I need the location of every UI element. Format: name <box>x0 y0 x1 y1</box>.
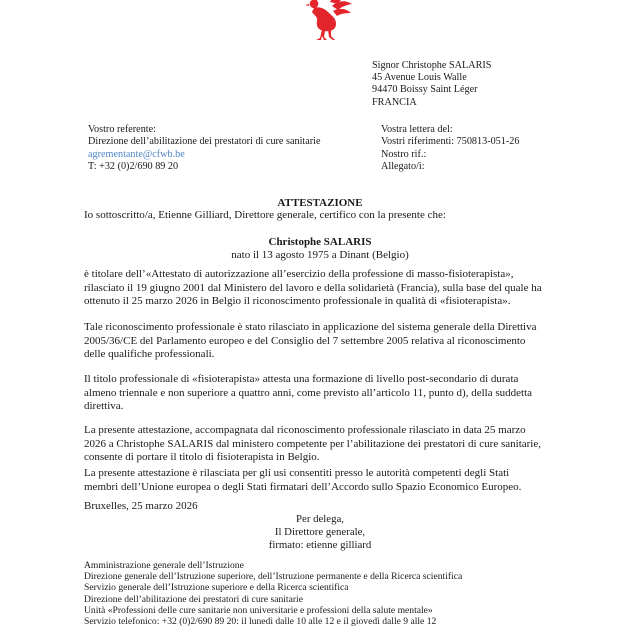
footer-line: Direzione generale dell’Istruzione superiore, dell’Istruzione permanente e della Ricerca scientifica <box>84 571 463 583</box>
referent-block <box>88 124 321 174</box>
paragraph-5 <box>84 467 584 494</box>
paragraph-line: La presente attestazione è rilasciata per gli usi consentiti presso le autorità competenti degli Stati <box>84 467 510 479</box>
document-title: ATTESTAZIONE <box>277 197 363 209</box>
addressee-block <box>372 60 491 109</box>
footer-line: Unità «Professioni delle cure sanitarie non universitarie e professioni della salute mentale» <box>84 604 433 616</box>
date-line: Bruxelles, 25 marzo 2026 <box>84 500 198 512</box>
paragraph-line: Tale riconoscimento professionale è stato rilasciato in applicazione del sistema generale della Direttiva <box>84 321 537 333</box>
paragraph-line: è titolare dell’«Attestato di autorizzazione all’esercizio della professione di masso-fisioterapista», <box>84 268 514 280</box>
addressee-line: 94470 Boissy Saint Léger <box>372 84 478 96</box>
paragraph-4 <box>84 424 584 465</box>
signature-delegation: Per delega, <box>296 513 344 525</box>
your-references: Vostri riferimenti: 750813-051-26 <box>381 136 520 148</box>
rooster-emblem-icon <box>300 0 354 44</box>
paragraph-1 <box>84 268 584 309</box>
footer-line: Amministrazione generale dell’Istruzione <box>84 560 244 571</box>
addressee-line: 45 Avenue Louis Walle <box>372 72 467 84</box>
your-letter-label: Vostra lettera del: <box>381 124 453 135</box>
signature-block <box>0 513 640 552</box>
addressee-line: FRANCIA <box>372 96 417 108</box>
paragraph-line: rilasciato il 19 giugno 2001 dal Ministero del lavoro e della solidarietà (Francia), sulla base del quale ha <box>84 281 542 294</box>
holder-name: Christophe SALARIS <box>268 236 372 248</box>
paragraph-line: consente di portare il titolo di fisioterapista in Belgio. <box>84 451 320 464</box>
paragraph-line: La presente attestazione, accompagnata dal riconoscimento professionale rilasciato in data 25 marzo <box>84 424 526 436</box>
paragraph-line: ottenuto il 25 marzo 2026 in Belgio il riconoscimento professionale in qualità di «fisioterapista». <box>84 295 511 308</box>
paragraph-3 <box>84 373 584 414</box>
attachments: Allegato/i: <box>381 161 425 173</box>
referent-phone: T: +32 (0)2/690 89 20 <box>88 161 179 173</box>
signature-signed: firmato: etienne gilliard <box>268 539 372 551</box>
referent-label: Vostro referente: <box>88 124 156 135</box>
signature-role: Il Direttore generale, <box>274 526 366 538</box>
our-reference: Nostro rif.: <box>381 148 427 160</box>
paragraph-line: 2005/36/CE del Parlamento europeo e del Consiglio del 7 settembre 2005 relativa al riconoscimento <box>84 334 526 347</box>
paragraph-line: almeno triennale e non superiore a quattro anni, come previsto all’articolo 11, punto d), della suddetta <box>84 386 533 399</box>
footer-line: Direzione dell’abilitazione dei prestatori di cure sanitarie <box>84 593 303 605</box>
paragraph-2 <box>84 321 584 362</box>
footer-line: Servizio telefonico: +32 (0)2/690 89 20: il lunedì dalle 10 alle 12 e il giovedì dalle 9 alle 12 <box>84 616 437 628</box>
intro-line: Io sottoscritto/a, Etienne Gilliard, Direttore generale, certifico con la presente che: <box>84 209 446 221</box>
footer-line: Servizio generale dell’Istruzione superiore e della Ricerca scientifica <box>84 582 349 594</box>
holder-birth: nato il 13 agosto 1975 a Dinant (Belgio) <box>231 249 409 261</box>
paragraph-line: membri dell’Unione europea o degli Stati firmatari dell’Accordo sullo Spazio Economico Europeo. <box>84 480 522 493</box>
paragraph-line: direttiva. <box>84 400 124 413</box>
paragraph-line: 2026 a Christophe SALARIS dal ministero competente per l’abilitazione dei prestatori di cure sanitarie, <box>84 437 541 450</box>
references-block <box>381 124 519 174</box>
addressee-line: Signor Christophe SALARIS <box>372 60 492 71</box>
referent-email-link[interactable]: agrementante@cfwb.be <box>88 148 185 160</box>
paragraph-line: Il titolo professionale di «fisioterapista» attesta una formazione di livello post-secondario di durata <box>84 373 519 385</box>
referent-office: Direzione dell’abilitazione dei prestatori di cure sanitarie <box>88 136 321 148</box>
paragraph-line: delle qualifiche professionali. <box>84 348 215 361</box>
footer-block <box>84 560 462 627</box>
